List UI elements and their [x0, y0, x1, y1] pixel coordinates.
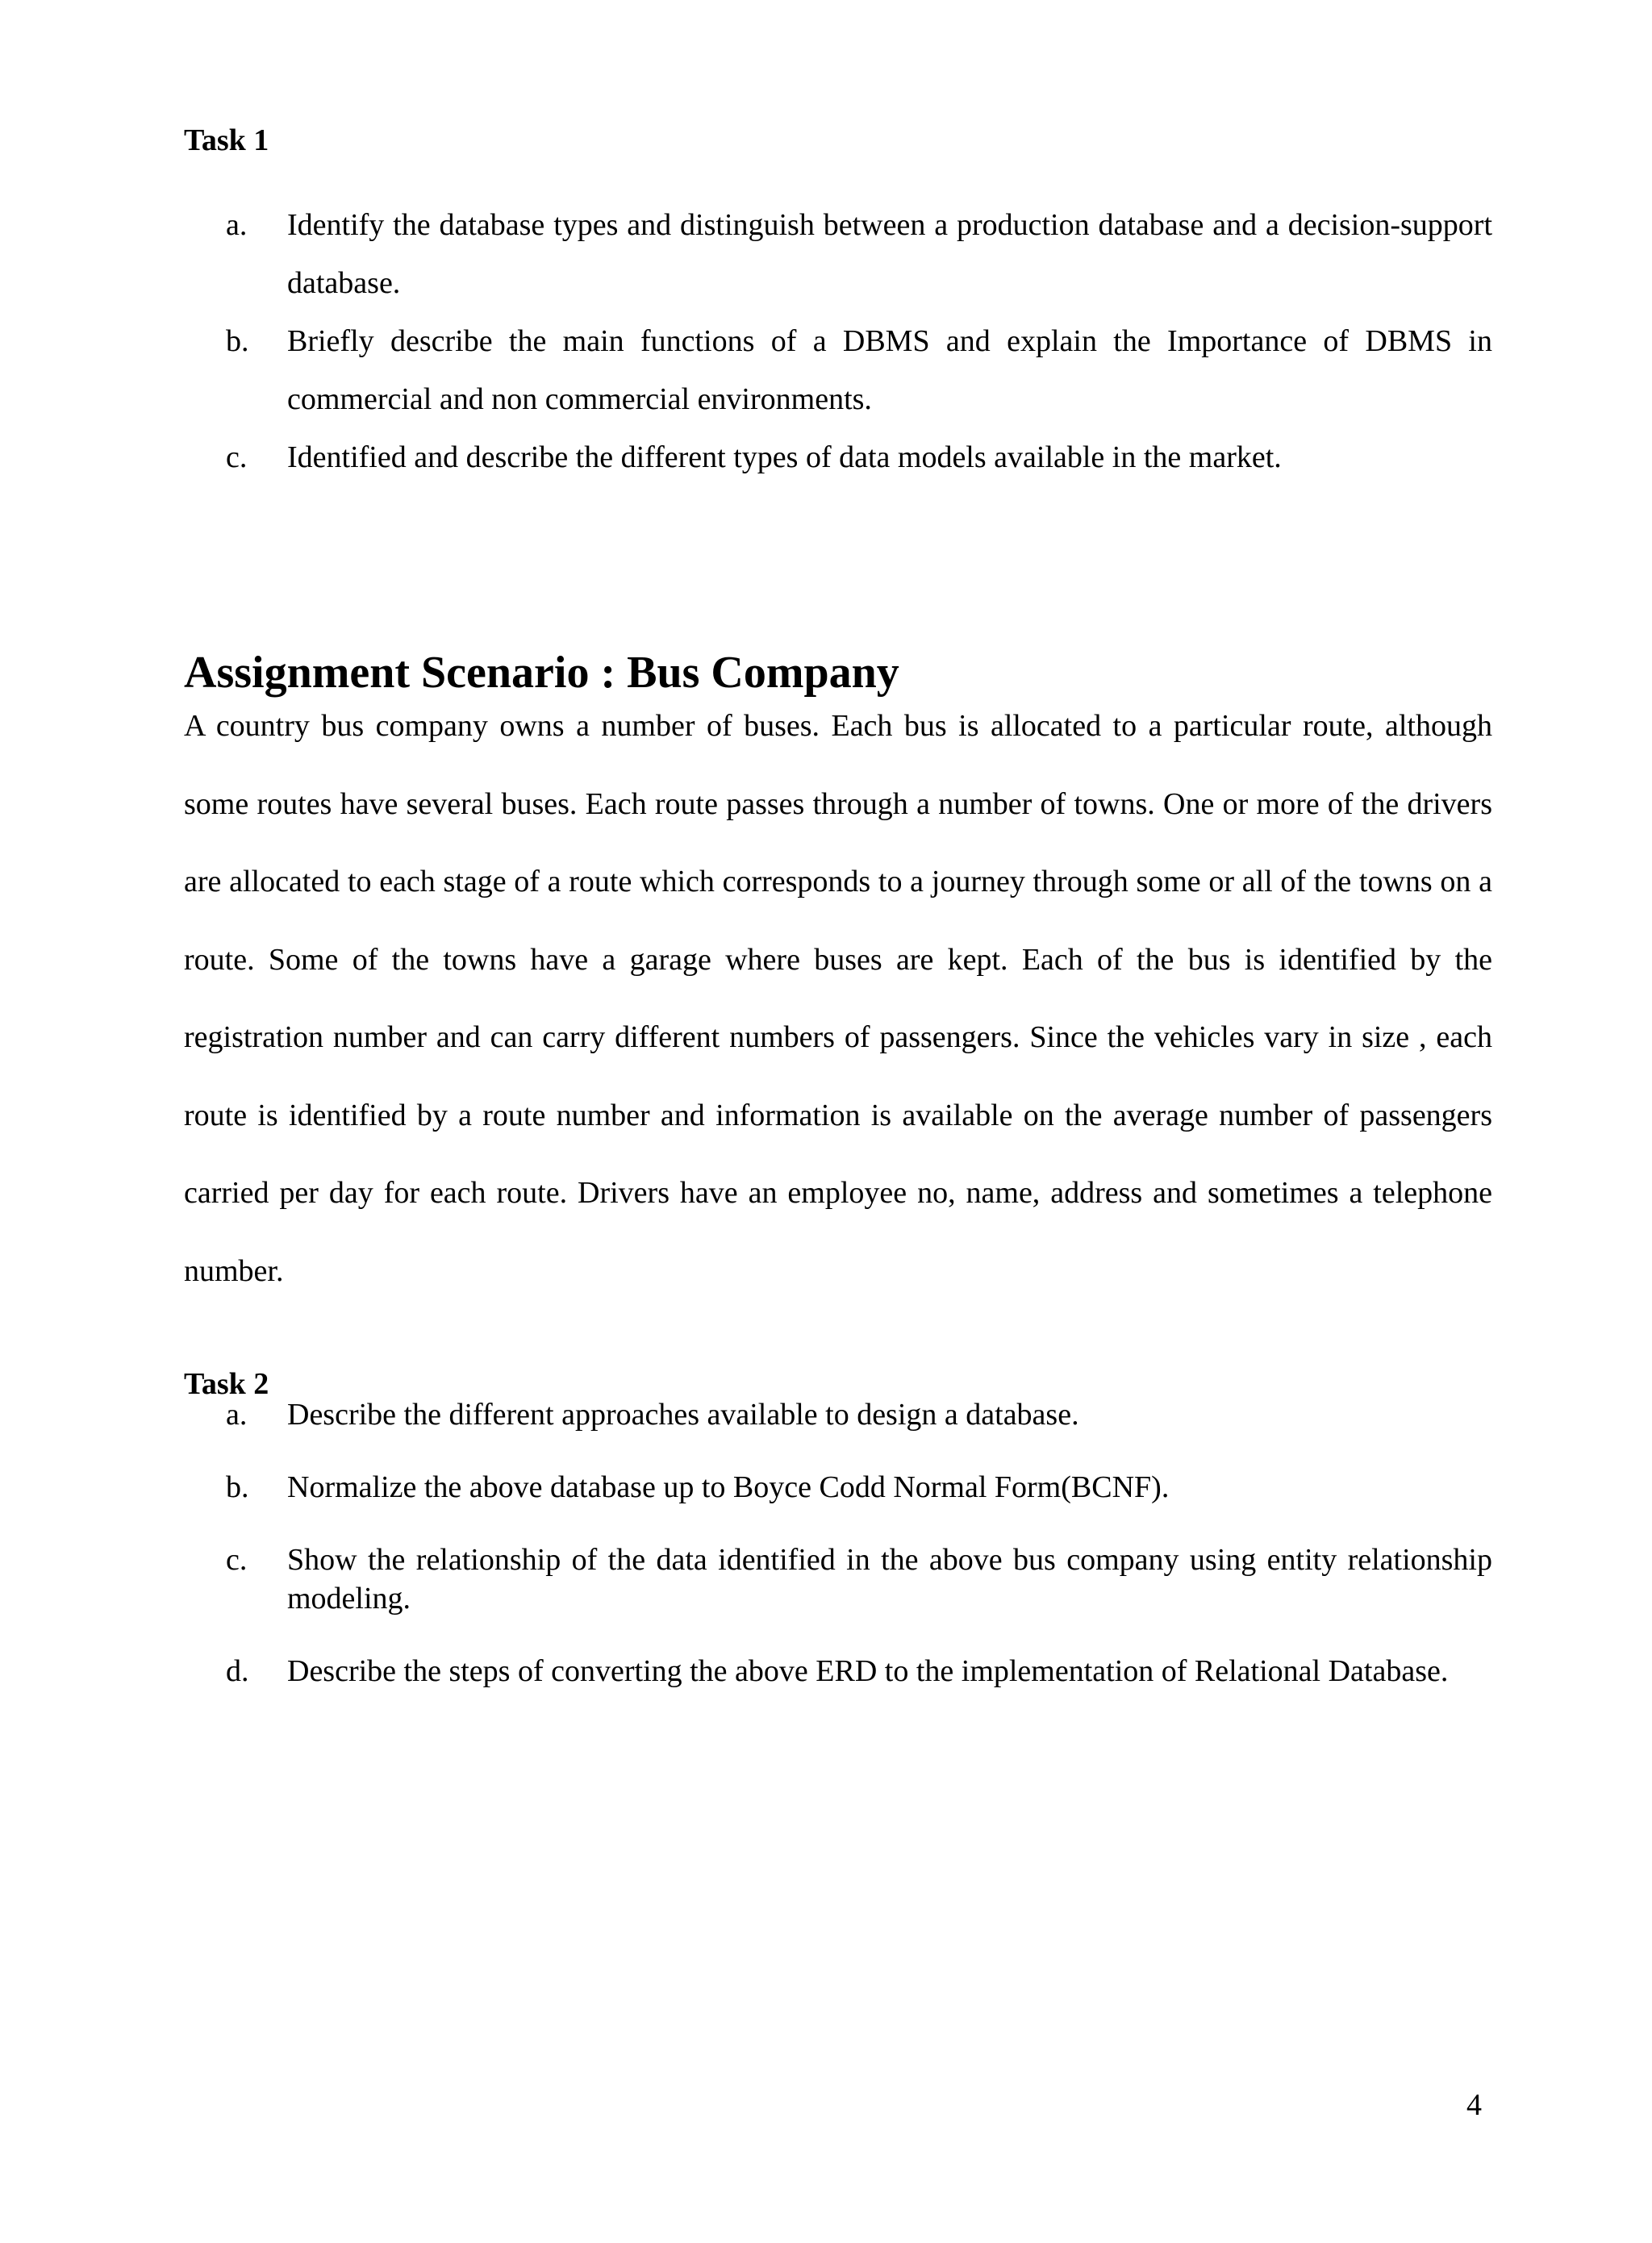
- list-marker: b.: [226, 324, 249, 358]
- task2-heading: Task 2: [184, 1367, 269, 1401]
- list-marker: b.: [226, 1470, 249, 1504]
- list-marker: a.: [226, 1398, 248, 1432]
- list-marker: c.: [226, 1543, 248, 1577]
- list-item-text: Identified and describe the different types of data models available in the market.: [287, 440, 1282, 474]
- list-item: [226, 1652, 1492, 1691]
- list-item-text: Normalize the above database up to Boyce Codd Normal Form(BCNF).: [287, 1470, 1170, 1504]
- list-item: [226, 1540, 1492, 1618]
- list-item: [226, 312, 1492, 428]
- list-item: [226, 428, 1492, 486]
- scenario-paragraph: A country bus company owns a number of buses. Each bus is allocated to a particular route, although some routes have several buses. Each route passes through a number of towns. One or more of the drivers are allocated to each stage of a route which corresponds to a journey through some or all of the towns on a route. Some of the towns have a garage where buses are kept. Each of the bus is identified by the registration number and can carry different numbers of passengers. Since the vehicles vary in size , each route is identified by a route number and information is available on the average number of passengers carried per day for each route. Drivers have an employee no, name, address and sometimes a telephone number.: [184, 709, 1492, 1288]
- scenario-title: Assignment Scenario : Bus Company: [184, 648, 899, 698]
- list-marker: c.: [226, 440, 248, 474]
- list-marker: a.: [226, 208, 248, 242]
- list-item-text: Show the relationship of the data identified in the above bus company using entity relationship modeling.: [287, 1543, 1492, 1616]
- list-item-text: Briefly describe the main functions of a DBMS and explain the Importance of DBMS in commercial and non commercial environments.: [287, 324, 1492, 416]
- list-marker: d.: [226, 1654, 249, 1688]
- list-item: [226, 1468, 1492, 1507]
- task2-list: [226, 1395, 1492, 1724]
- list-item-text: Describe the steps of converting the above ERD to the implementation of Relational Database.: [287, 1654, 1449, 1688]
- list-item: [226, 196, 1492, 312]
- list-item-text: Describe the different approaches available to design a database.: [287, 1398, 1079, 1432]
- page-number: 4: [1466, 2088, 1482, 2122]
- task1-heading: Task 1: [184, 123, 269, 157]
- list-item-text: Identify the database types and distinguish between a production database and a decision-support database.: [287, 208, 1492, 300]
- task1-list: [226, 196, 1492, 486]
- list-item: [226, 1395, 1492, 1434]
